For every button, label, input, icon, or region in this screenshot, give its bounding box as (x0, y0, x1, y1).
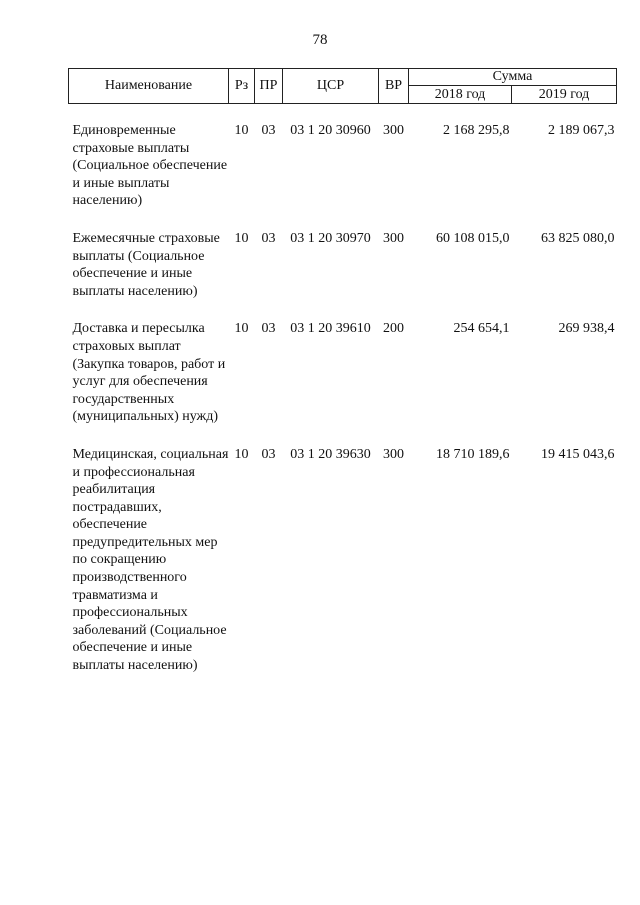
row-sum-2019: 2 189 067,3 (548, 123, 615, 138)
row-sum-2018: 2 168 295,8 (443, 123, 510, 138)
spacer-row (69, 104, 617, 123)
row-rz: 10 (234, 446, 249, 462)
row-sum-2018: 18 710 189,6 (436, 446, 510, 462)
header-year-2019: 2019 год (512, 86, 617, 104)
row-vr: 200 (383, 321, 404, 337)
row-sum-2018: 254 654,1 (453, 321, 510, 337)
row-vr: 300 (383, 230, 404, 246)
table-row (69, 122, 617, 230)
row-sum-2019: 269 938,4 (558, 321, 615, 337)
table-row (69, 446, 617, 695)
row-name: Доставка и пересылка страховых выплат (Закупка товаров, работ и услуг для обеспечения государственных (муниципальных) нужд) (72, 321, 226, 425)
row-sum-2018: 60 108 015,0 (436, 230, 510, 246)
row-pr: 03 (261, 230, 276, 246)
row-sum-2019: 19 415 043,6 (541, 446, 615, 462)
page-number: 78 (312, 32, 328, 48)
row-csr: 03 1 20 30970 (290, 230, 371, 246)
header-year-2018: 2018 год (409, 86, 512, 104)
row-csr: 03 1 20 39630 (290, 446, 371, 462)
row-name: Ежемесячные страховые выплаты (Социальное обеспечение и иные выплаты населению) (72, 230, 220, 299)
header-vr: ВР (379, 69, 409, 104)
header-csr: ЦСР (283, 69, 379, 104)
row-pr: 03 (261, 123, 276, 138)
header-sum: Сумма (409, 69, 617, 86)
row-rz: 10 (234, 230, 249, 246)
table-row (69, 230, 617, 320)
budget-table (68, 68, 617, 695)
row-vr: 300 (383, 446, 404, 462)
row-vr: 300 (383, 123, 404, 138)
row-csr: 03 1 20 39610 (290, 321, 371, 337)
row-rz: 10 (234, 123, 249, 138)
header-rz: Рз (229, 69, 255, 104)
row-name: Медицинская, социальная и профессиональная реабилитация пострадавших, обеспечение предупредительных мер по сокращению производственного травматизма и профессиональных заболеваний (Социальное обеспечение и иные выплаты населению) (72, 446, 229, 674)
table-header (69, 69, 617, 104)
table-body (69, 104, 617, 695)
row-rz: 10 (234, 321, 249, 337)
row-pr: 03 (261, 446, 276, 462)
row-csr: 03 1 20 30960 (290, 123, 371, 138)
row-sum-2019: 63 825 080,0 (541, 230, 615, 246)
row-pr: 03 (261, 321, 276, 337)
header-name: Наименование (69, 69, 229, 104)
row-name: Единовременные страховые выплаты (Социальное обеспечение и иные выплаты населению) (72, 123, 228, 209)
table-row (69, 320, 617, 446)
header-pr: ПР (255, 69, 283, 104)
